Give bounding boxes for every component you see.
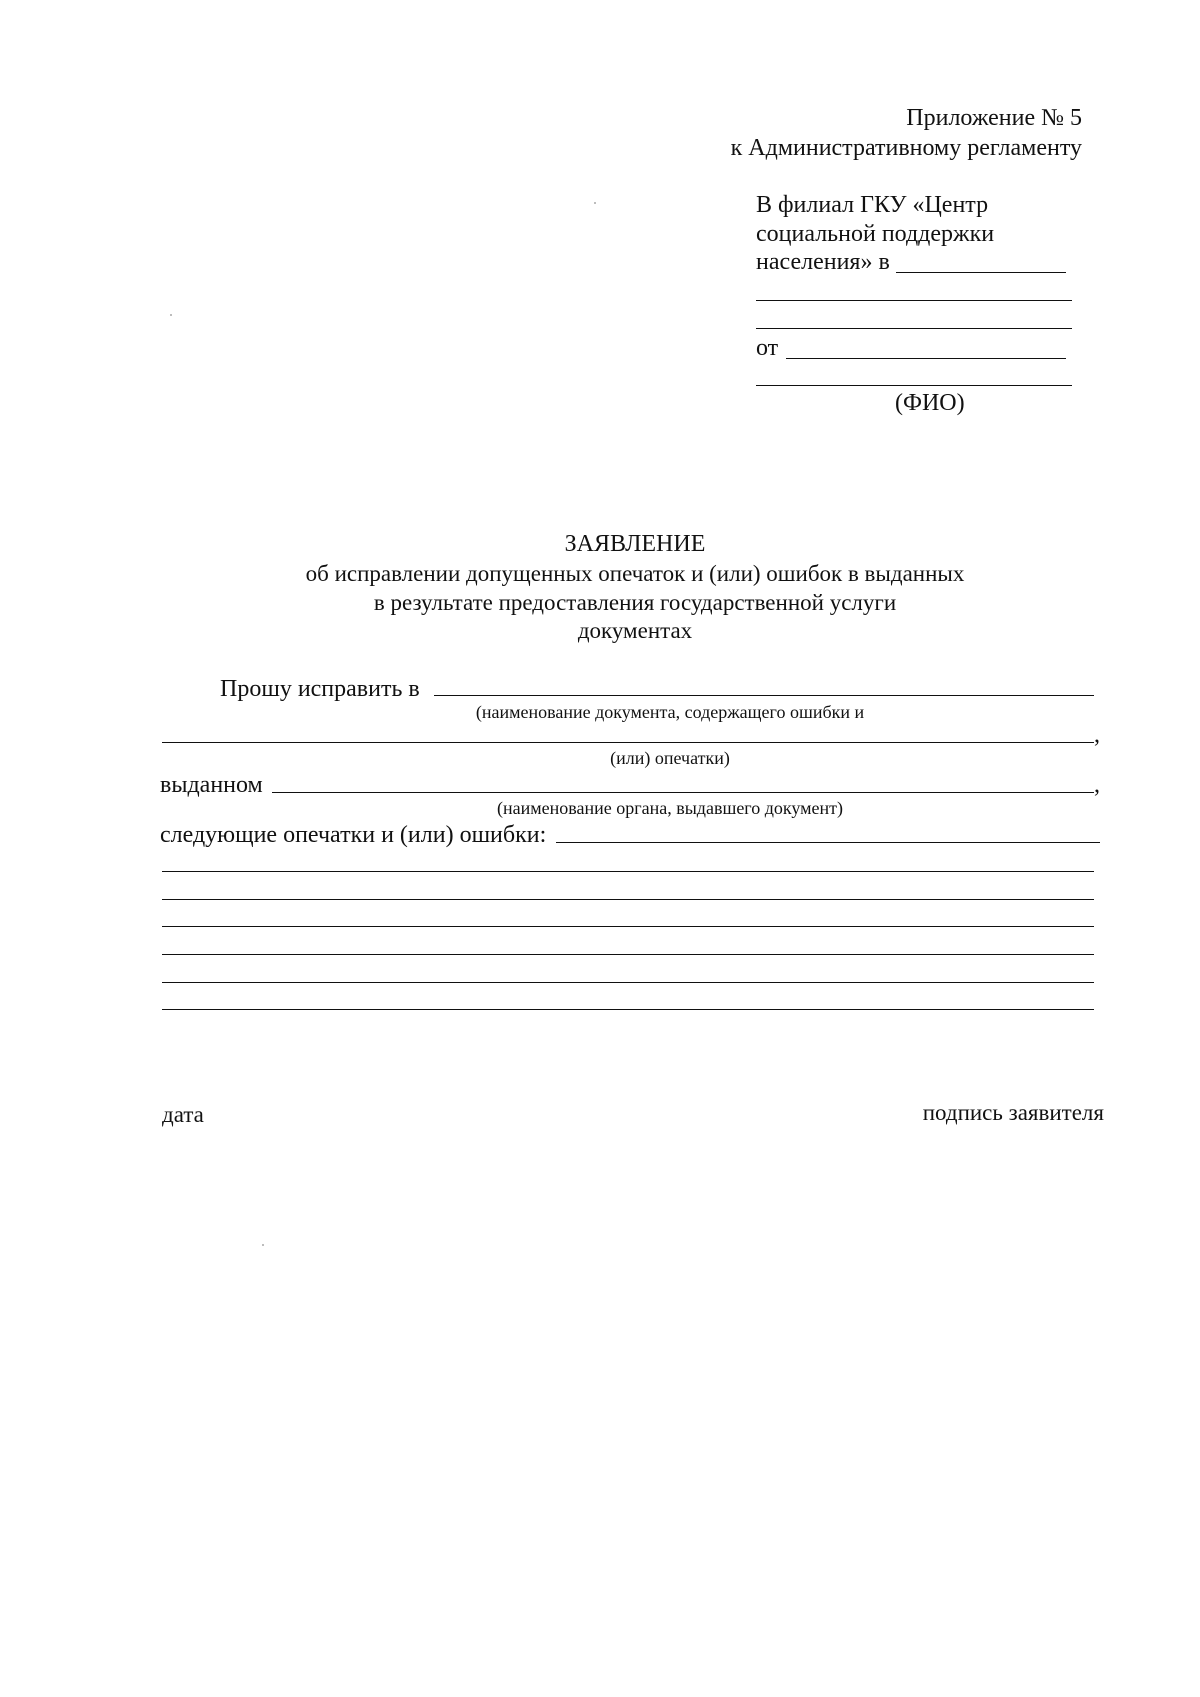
document-title: ЗАЯВЛЕНИЕ <box>564 531 706 557</box>
title-line-1: об исправлении допущенных опечаток и (или) ошибок в выданных <box>305 561 965 586</box>
issuer-hint: (наименование органа, выдавшего документ) <box>496 798 844 818</box>
comma-1: , <box>1094 722 1100 748</box>
document-name-hint-2: (или) опечатки) <box>610 748 730 768</box>
addressee-blank-line-2[interactable] <box>756 328 1072 329</box>
addressee-line-2: социальной поддержки <box>756 221 995 247</box>
title-line-3: документах <box>577 618 693 643</box>
addressee-blank-line-1[interactable] <box>756 300 1072 301</box>
signature-label: подпись заявителя <box>922 1100 1104 1125</box>
document-name-field[interactable] <box>434 695 1094 696</box>
addressee-line-3: населения» в <box>756 249 890 275</box>
fio-field[interactable] <box>756 385 1072 386</box>
errors-field-line-2[interactable] <box>162 871 1094 872</box>
issued-label: выданном <box>160 772 263 798</box>
errors-field-line-4[interactable] <box>162 926 1094 927</box>
errors-field-line-7[interactable] <box>162 1009 1094 1010</box>
from-label: от <box>756 335 779 361</box>
errors-field-line-5[interactable] <box>162 954 1094 955</box>
fio-label: (ФИО) <box>895 390 965 416</box>
appendix-number: Приложение № 5 <box>906 105 1082 131</box>
addressee-line-1: В филиал ГКУ «Центр <box>756 192 989 218</box>
errors-label: следующие опечатки и (или) ошибки: <box>160 822 547 848</box>
issuer-field[interactable] <box>272 792 1094 793</box>
scan-speck <box>262 1244 264 1246</box>
document-name-hint: (наименование документа, содержащего ошибки и <box>475 702 865 722</box>
appendix-regulation: к Административному регламенту <box>730 135 1082 161</box>
title-line-2: в результате предоставления государственной услуги <box>373 590 897 615</box>
scan-speck <box>170 314 172 316</box>
errors-field-line-6[interactable] <box>162 982 1094 983</box>
from-field[interactable] <box>786 358 1066 359</box>
comma-2: , <box>1094 772 1100 798</box>
request-label: Прошу исправить в <box>220 676 420 702</box>
errors-field-line-1[interactable] <box>556 842 1100 843</box>
date-label: дата <box>162 1102 204 1127</box>
document-name-field-continued[interactable] <box>162 742 1094 743</box>
scan-speck <box>594 202 596 204</box>
errors-field-line-3[interactable] <box>162 899 1094 900</box>
branch-location-field[interactable] <box>896 272 1066 273</box>
